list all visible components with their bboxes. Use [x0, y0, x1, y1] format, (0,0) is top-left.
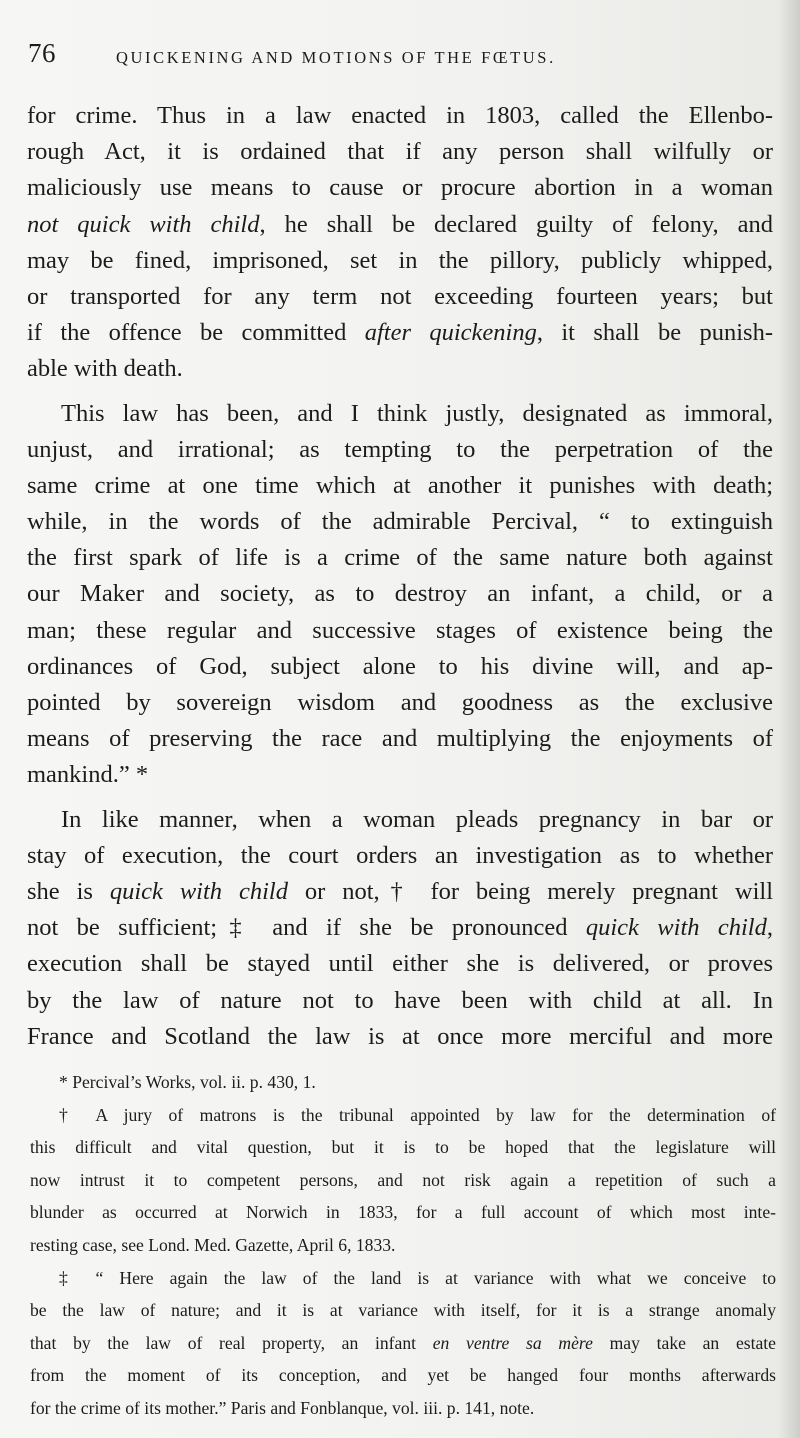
text-line: man; these regular and successive stages of existence being the — [27, 616, 773, 644]
text-line: unjust, and irrational; as tempting to the perpetration of the — [27, 435, 773, 463]
italic-phrase: quick with child — [585, 914, 767, 942]
text-line: maliciously use means to cause or procure abortion in a woman — [27, 174, 773, 202]
footnote-line: now intrust it to competent persons, and not risk again a repetition of such a — [30, 1169, 776, 1190]
footnote — [30, 1099, 776, 1262]
text-line: execution shall be stayed until either she is delivered, or proves — [27, 950, 773, 978]
text-line: not be sufficient;‡ and if she be pronounced quick with child, — [27, 914, 773, 942]
running-title: QUICKENING AND MOTIONS OF THE FŒTUS. — [116, 48, 556, 67]
text-line: not quick with child, he shall be declared guilty of felony, and — [27, 210, 774, 238]
text-line: same crime at one time which at another it punishes with death; — [27, 471, 773, 499]
footnote-line: from the moment of its conception, and yet be hanged four months afterwards — [30, 1365, 776, 1386]
footnote — [30, 1262, 776, 1425]
italic-phrase: quick with child — [109, 877, 288, 905]
text-line: mankind.” * — [27, 761, 149, 789]
paragraph — [27, 802, 773, 1055]
text-line: the first spark of life is a crime of the same nature both against — [27, 544, 773, 572]
text-line: she is quick with child or not,† for being merely pregnant will — [27, 877, 773, 905]
text-line: ordinances of God, subject alone to his divine will, and ap- — [27, 652, 773, 680]
text-line: means of preserving the race and multiplying the enjoyments of — [27, 725, 773, 753]
footnote-line: be the law of nature; and it is at variance with itself, for it is a strange anomaly — [30, 1300, 776, 1321]
footnotes — [30, 1066, 776, 1425]
footnote-line: resting case, see Lond. Med. Gazette, April 6, 1833. — [30, 1234, 396, 1255]
footnote-line: for the crime of its mother.” Paris and Fonblanque, vol. iii. p. 141, note. — [30, 1397, 535, 1418]
text-line: may be fined, imprisoned, set in the pillory, publicly whipped, — [27, 246, 773, 274]
italic-phrase: en ventre sa mère — [432, 1332, 593, 1353]
text-line: France and Scotland the law is at once more merciful and more — [27, 1022, 773, 1050]
page-edge-shadow — [778, 0, 800, 1438]
text-line: for crime. Thus in a law enacted in 1803, called the Ellenbo- — [27, 102, 773, 129]
italic-phrase: not quick with child — [27, 210, 260, 238]
running-head — [28, 38, 768, 78]
footnote-line: this difficult and vital question, but it is to be hoped that the legislature will — [30, 1137, 776, 1158]
text-line: by the law of nature not to have been with child at all. In — [27, 986, 773, 1014]
footnote-line: ‡ “ Here again the law of the land is at variance with what we conceive to — [59, 1267, 776, 1288]
text-line: able with death. — [27, 355, 183, 383]
text-line: This law has been, and I think justly, designated as immoral, — [61, 399, 773, 427]
text-line: if the offence be committed after quickening, it shall be punish- — [27, 319, 773, 347]
text-line: stay of execution, the court orders an investigation as to whether — [27, 841, 773, 869]
footnote-line: blunder as occurred at Norwich in 1833, for a full account of which most inte- — [30, 1202, 776, 1223]
body-text — [27, 98, 773, 1055]
page-number: 76 — [28, 38, 56, 68]
footnote-line: * Percival’s Works, vol. ii. p. 430, 1. — [59, 1072, 316, 1092]
italic-phrase: after quickening — [364, 319, 537, 347]
footnote-line: that by the law of real property, an infant en ventre sa mère may take an estate — [30, 1332, 776, 1353]
text-line: while, in the words of the admirable Percival, “ to extinguish — [27, 508, 773, 536]
text-line: rough Act, it is ordained that if any person shall wilfully or — [27, 138, 773, 166]
text-line: pointed by sovereign wisdom and goodness as the exclusive — [27, 689, 773, 716]
footnote — [43, 1066, 776, 1099]
paragraph — [27, 396, 773, 794]
text-line: or transported for any term not exceeding fourteen years; but — [27, 282, 773, 310]
text-line: our Maker and society, as to destroy an infant, a child, or a — [27, 580, 773, 608]
text-line: In like manner, when a woman pleads pregnancy in bar or — [61, 805, 773, 833]
footnote-line: † A jury of matrons is the tribunal appointed by law for the determination of — [59, 1104, 776, 1125]
paragraph — [27, 98, 773, 388]
